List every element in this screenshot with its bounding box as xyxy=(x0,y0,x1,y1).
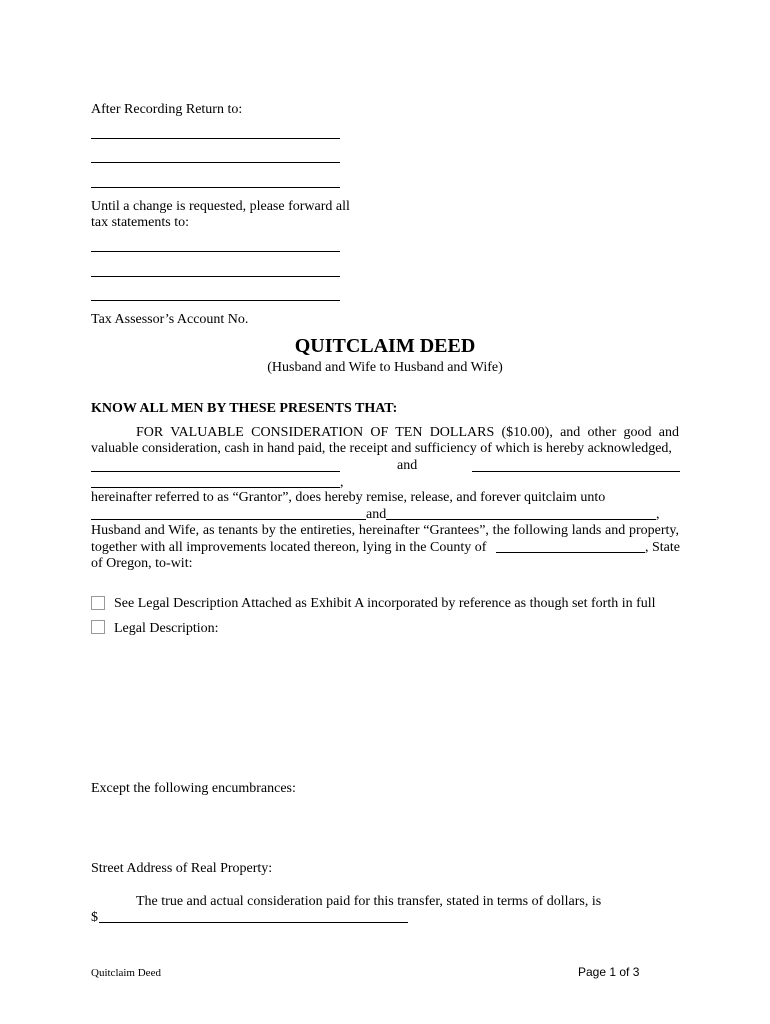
grantor-name-3[interactable] xyxy=(91,487,340,488)
grantor-and: and xyxy=(397,458,418,473)
tax-line-2[interactable] xyxy=(91,276,340,277)
exhibit-checkbox[interactable] xyxy=(91,596,105,610)
grantor-comma: , xyxy=(340,475,344,490)
grantor-name-1[interactable] xyxy=(91,471,340,472)
grantor-clause: hereinafter referred to as “Grantor”, does hereby remise, release, and forever quitclaim unto xyxy=(91,490,606,505)
grantor-name-2[interactable] xyxy=(472,471,680,472)
consideration-amount-field[interactable] xyxy=(99,922,408,923)
consideration-line-2: valuable consideration, cash in hand paid, the receipt and sufficiency of which is hereby acknowledged, xyxy=(91,441,672,456)
tax-forward-line-2: tax statements to: xyxy=(91,215,189,230)
tax-line-1[interactable] xyxy=(91,251,340,252)
county-field[interactable] xyxy=(496,552,645,553)
grantee-comma: , xyxy=(656,507,660,522)
page-subtitle: (Husband and Wife to Husband and Wife) xyxy=(267,360,503,375)
consideration-line-1: FOR VALUABLE CONSIDERATION OF TEN DOLLARS ($10.00), and other good and xyxy=(136,425,679,440)
footer-doc-name: Quitclaim Deed xyxy=(91,967,161,979)
return-line-3[interactable] xyxy=(91,187,340,188)
assessor-label: Tax Assessor’s Account No. xyxy=(91,312,249,327)
grantee-name-2[interactable] xyxy=(386,519,656,520)
tax-line-3[interactable] xyxy=(91,300,340,301)
return-heading: After Recording Return to: xyxy=(91,102,243,117)
grantees-line-2b: , State xyxy=(645,540,680,555)
know-all-heading: KNOW ALL MEN BY THESE PRESENTS THAT: xyxy=(91,401,398,416)
footer-page-number: Page 1 of 3 xyxy=(578,965,640,979)
legal-description-label: Legal Description: xyxy=(114,621,219,636)
grantees-line-1: Husband and Wife, as tenants by the entireties, hereinafter “Grantees”, the following lands and property, xyxy=(91,523,679,538)
dollar-sign: $ xyxy=(91,910,98,925)
tax-forward-line-1: Until a change is requested, please forward all xyxy=(91,199,350,214)
grantees-line-3: of Oregon, to-wit: xyxy=(91,556,193,571)
return-line-1[interactable] xyxy=(91,138,340,139)
exhibit-label: See Legal Description Attached as Exhibit A incorporated by reference as though set forth in full xyxy=(114,596,656,611)
grantee-and: and xyxy=(366,507,387,522)
return-line-2[interactable] xyxy=(91,162,340,163)
encumbrances-label: Except the following encumbrances: xyxy=(91,781,296,796)
street-address-label: Street Address of Real Property: xyxy=(91,861,273,876)
legal-description-checkbox[interactable] xyxy=(91,620,105,634)
grantee-name-1[interactable] xyxy=(91,519,366,520)
grantees-line-2a: together with all improvements located thereon, lying in the County of xyxy=(91,540,487,555)
page-title: QUITCLAIM DEED xyxy=(294,335,476,357)
true-consideration-text: The true and actual consideration paid for this transfer, stated in terms of dollars, is xyxy=(136,894,602,909)
